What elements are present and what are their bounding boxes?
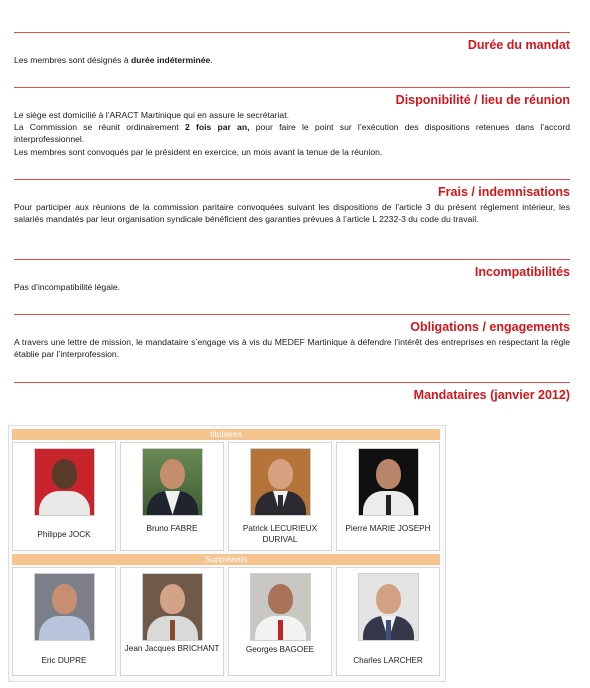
person-card: [120, 442, 224, 551]
person-photo: [142, 448, 203, 516]
person-card: [228, 442, 332, 551]
bold-text: durée indéterminée: [131, 55, 211, 65]
section-incompatibilites: [14, 259, 570, 293]
person-card: [12, 442, 116, 551]
section-disponibilite: [14, 87, 570, 158]
person-name: Philippe JOCK: [37, 530, 91, 539]
section-body: [14, 54, 570, 66]
suppleants-band: Suppléants: [12, 554, 440, 565]
section-heading: Durée du mandat: [467, 38, 570, 52]
person-card: [120, 567, 224, 676]
person-name: Charles LARCHER: [353, 656, 423, 665]
paragraph: Le siège est domicilié à l’ARACT Martinique qui en assure le secrétariat.: [14, 110, 289, 120]
section-rule: [14, 87, 570, 88]
person-card: [336, 567, 440, 676]
person-name: Eric DUPRE: [41, 656, 87, 665]
section-heading: Obligations / engagements: [410, 320, 570, 334]
mandataires-table: [8, 425, 446, 682]
person-name: Jean Jacques BRICHANT: [124, 644, 220, 653]
text: pour faire le point sur l’exécution des dispositions retenues dans l’accord interprofessionnel.: [14, 122, 571, 145]
person-photo: [358, 448, 419, 516]
section-rule: [14, 32, 570, 33]
section-frais: [14, 179, 570, 225]
person-photo: [358, 573, 419, 641]
section-heading: Frais / indemnisations: [438, 185, 570, 199]
person-name: Georges BAGOEE: [245, 645, 315, 654]
section-heading: Incompatibilités: [474, 265, 570, 279]
section-rule: [14, 314, 570, 315]
person-card: [12, 567, 116, 676]
person-name: Patrick LECURIEUX DURIVAL: [242, 524, 318, 544]
person-photo: [250, 573, 311, 641]
section-rule: [14, 259, 570, 260]
section-heading: Mandataires (janvier 2012): [413, 388, 570, 402]
section-duree: [14, 32, 570, 66]
section-mandataires: [14, 382, 570, 402]
section-body: Pour participer aux réunions de la commission paritaire convoquées suivant les dispositions de l’article 3 du présent règlement intérieur, les salariés mandatés par leur organisation syndicale bénéficient des garanties prévues à l’article L 2232-3 du code du travail.: [14, 202, 570, 225]
person-photo: [142, 573, 203, 641]
paragraph: Les membres sont convoqués par le président en exercice, un mois avant la tenue de la réunion.: [14, 146, 383, 157]
section-body: A travers une lettre de mission, le mandataire s’engage vis à vis du MEDEF Martinique à défendre l’intérêt des entreprises en respectant la règle établie par l’interprofession.: [14, 337, 570, 360]
bold-text: 2 fois par an,: [185, 122, 250, 133]
section-rule: [14, 179, 570, 180]
section-heading: Disponibilité / lieu de réunion: [395, 93, 570, 107]
person-photo: [34, 573, 95, 641]
section-body: Pas d’incompatibilité légale.: [14, 282, 121, 292]
section-obligations: [14, 314, 570, 360]
person-card: [228, 567, 332, 676]
person-photo: [250, 448, 311, 516]
section-body: [14, 109, 570, 158]
section-rule: [14, 382, 570, 383]
titulaires-band: titulaires: [12, 429, 440, 440]
text: Les membres sont désignés à: [14, 55, 132, 65]
person-name: Pierre MARIE JOSEPH: [345, 524, 431, 533]
person-photo: [34, 448, 95, 516]
person-card: [336, 442, 440, 551]
text: La Commission se réunit ordinairement: [14, 122, 185, 133]
text: .: [210, 55, 213, 65]
person-name: Bruno FABRE: [146, 524, 198, 533]
